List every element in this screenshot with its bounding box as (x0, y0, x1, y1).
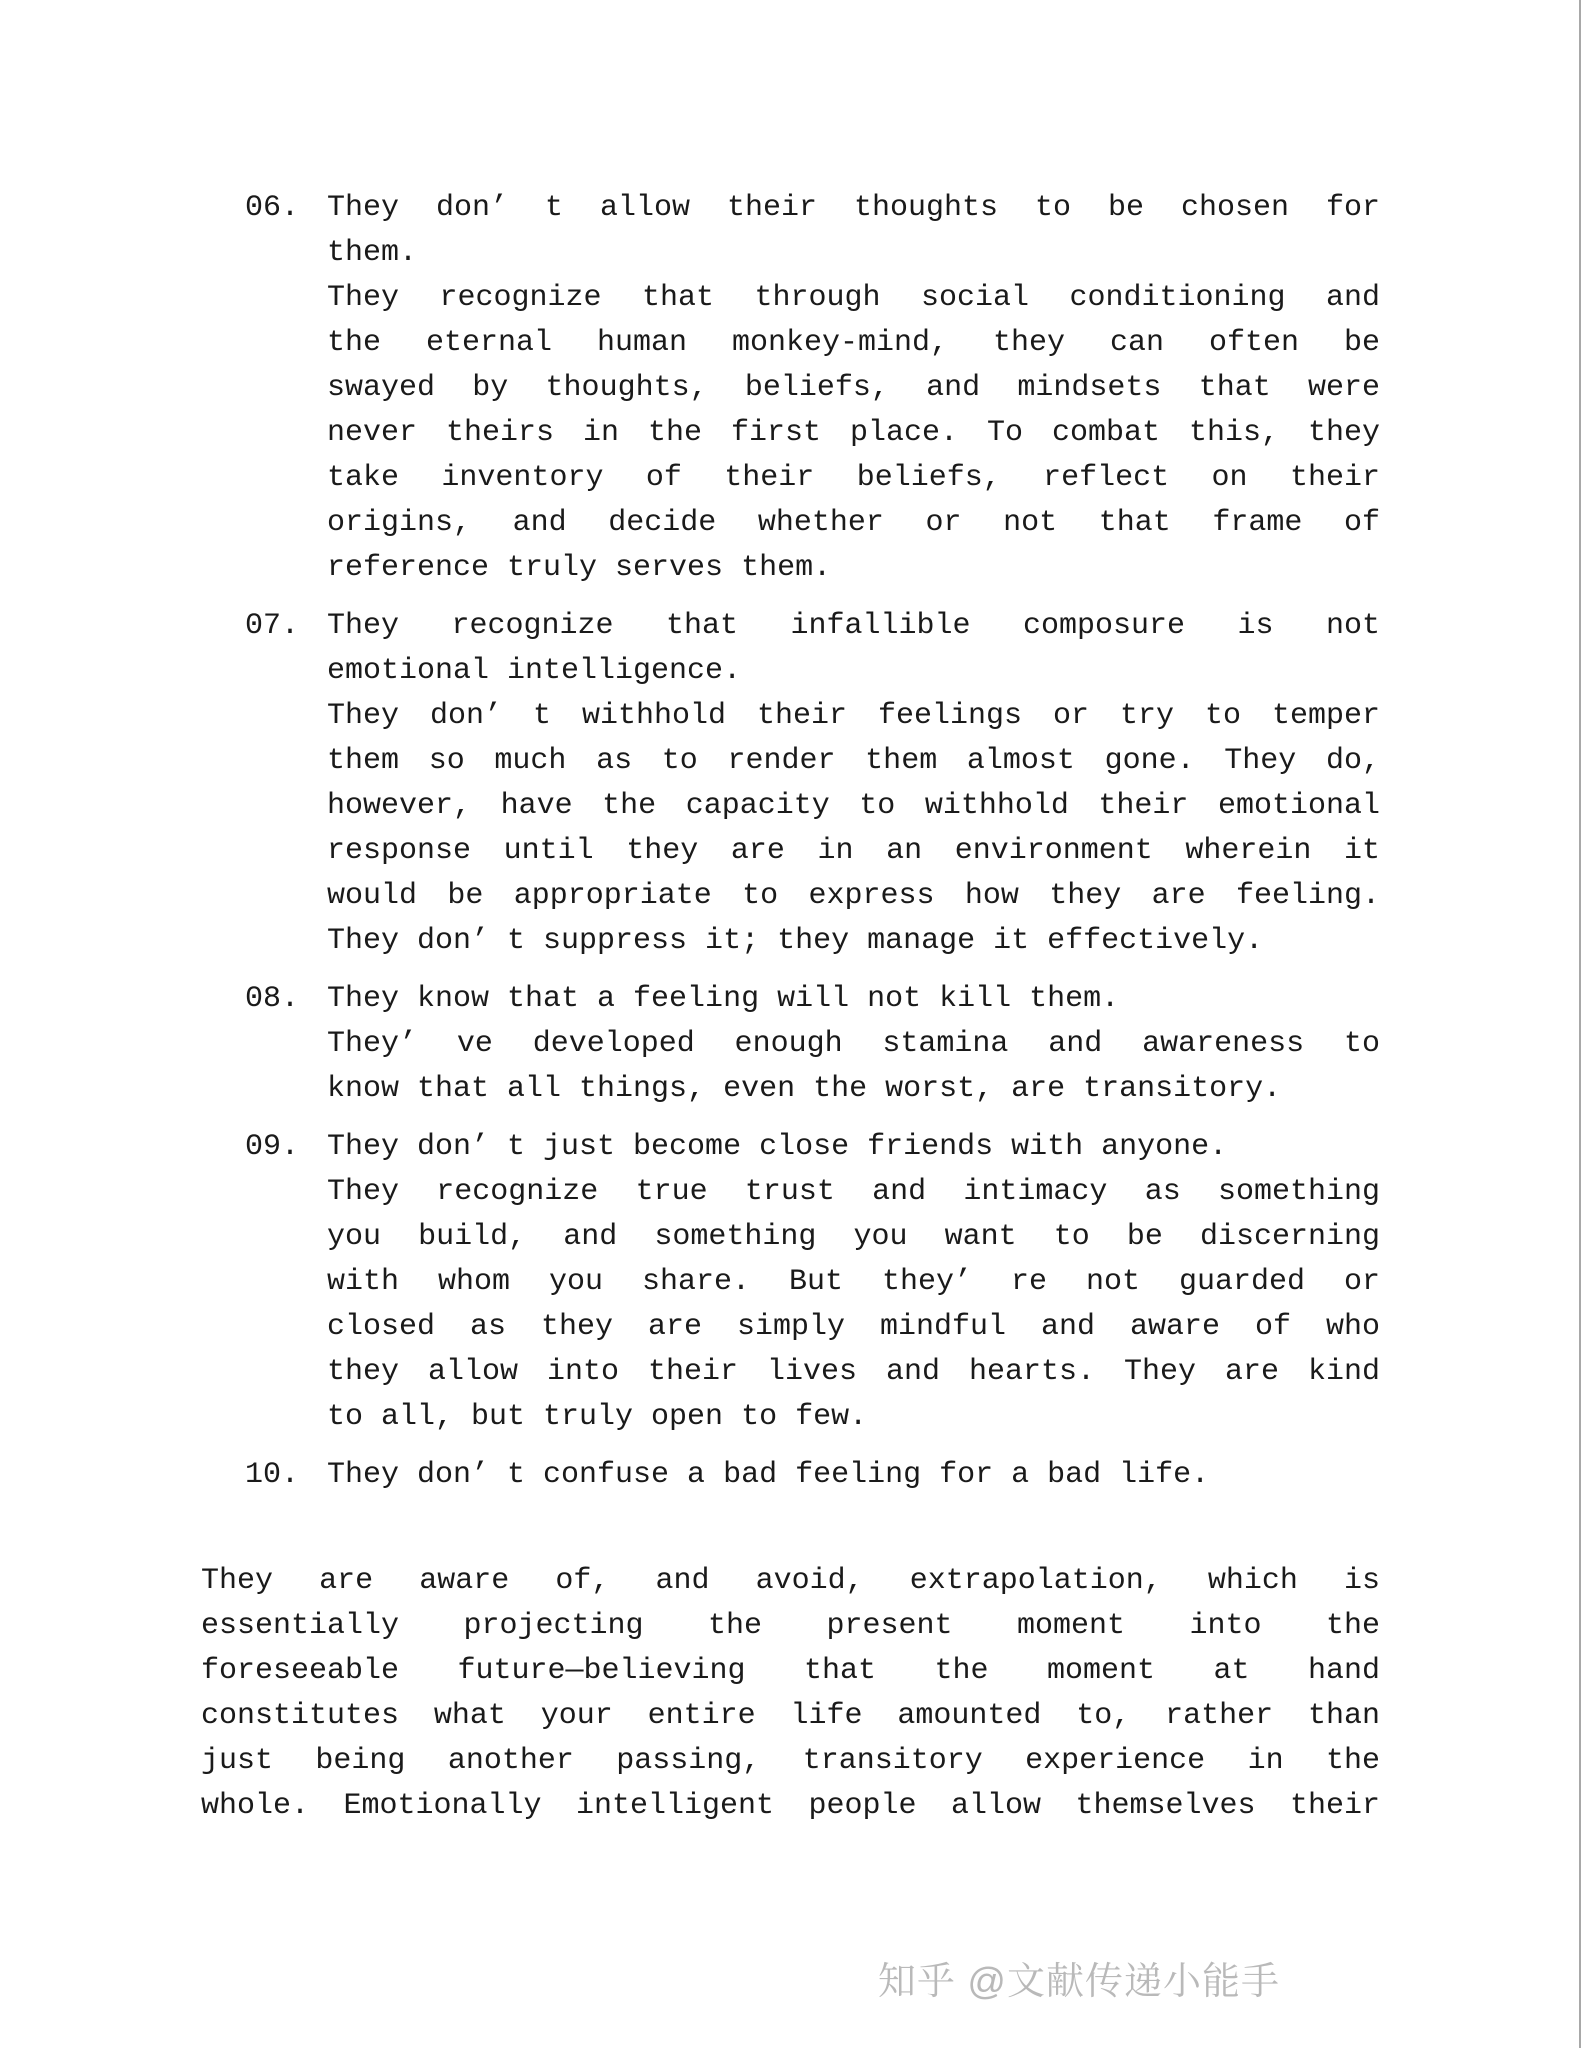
text-line: constitutes what your entire life amounted to, rather than (201, 1699, 1380, 1733)
text-line: emotional intelligence. (327, 654, 742, 688)
list-item (245, 1125, 1380, 1440)
text-line: reference truly serves them. (327, 551, 832, 585)
text-line: however, have the capacity to withhold their emotional (327, 789, 1380, 823)
text-line: the eternal human monkey-mind, they can often be (327, 326, 1380, 360)
text-line: They recognize true trust and intimacy as something (327, 1175, 1380, 1209)
text-line: They know that a feeling will not kill them. (327, 982, 1120, 1016)
list-item-lines (327, 604, 1380, 964)
list-item (245, 1453, 1380, 1498)
page-edge-line (1579, 0, 1581, 2048)
text-line: you build, and something you want to be discerning (327, 1220, 1380, 1254)
text-line: They don’ t withhold their feelings or try to temper (327, 699, 1380, 733)
list-item (245, 186, 1380, 591)
document-content (201, 186, 1380, 1829)
watermark: 知乎 @文献传递小能手 (877, 1961, 1280, 2003)
text-line: whole. Emotionally intelligent people allow themselves their (201, 1789, 1380, 1823)
list-item-lines (327, 186, 1380, 591)
text-line: They recognize that infallible composure is not (327, 609, 1380, 643)
text-line: just being another passing, transitory experience in the (201, 1744, 1380, 1778)
text-line: They’ ve developed enough stamina and awareness to (327, 1027, 1380, 1061)
list-item-number: 09. (245, 1130, 300, 1164)
text-line: response until they are in an environment wherein it (327, 834, 1380, 868)
text-line: They don’ t allow their thoughts to be chosen for (327, 191, 1380, 225)
text-line: take inventory of their beliefs, reflect on their (327, 461, 1380, 495)
list-item-number: 10. (245, 1458, 300, 1492)
text-line: never theirs in the first place. To combat this, they (327, 416, 1380, 450)
body-paragraph (201, 1559, 1380, 1829)
list-item-number: 08. (245, 982, 300, 1016)
list-item (245, 604, 1380, 964)
text-line: to all, but truly open to few. (327, 1400, 868, 1434)
text-line: They recognize that through social conditioning and (327, 281, 1380, 315)
text-line: know that all things, even the worst, are transitory. (327, 1072, 1282, 1106)
text-line: with whom you share. But they’ re not guarded or (327, 1265, 1380, 1299)
list-item-number: 06. (245, 191, 300, 225)
text-line: closed as they are simply mindful and aware of who (327, 1310, 1380, 1344)
text-line: would be appropriate to express how they are feeling. (327, 879, 1380, 913)
list-item-lines (327, 977, 1380, 1112)
text-line: foreseeable future—believing that the moment at hand (201, 1654, 1380, 1688)
list-item-lines (327, 1453, 1380, 1498)
numbered-list (201, 186, 1380, 1498)
list-item (245, 977, 1380, 1112)
text-line: They don’ t confuse a bad feeling for a bad life. (327, 1458, 1210, 1492)
text-line: them. (327, 236, 418, 270)
list-item-lines (327, 1125, 1380, 1440)
text-line: they allow into their lives and hearts. They are kind (327, 1355, 1380, 1389)
text-line: They don’ t just become close friends with anyone. (327, 1130, 1228, 1164)
text-line: origins, and decide whether or not that frame of (327, 506, 1380, 540)
text-line: essentially projecting the present moment into the (201, 1609, 1380, 1643)
text-line: swayed by thoughts, beliefs, and mindsets that were (327, 371, 1380, 405)
list-item-number: 07. (245, 609, 300, 643)
text-line: They are aware of, and avoid, extrapolation, which is (201, 1564, 1380, 1598)
text-line: They don’ t suppress it; they manage it effectively. (327, 924, 1264, 958)
text-line: them so much as to render them almost gone. They do, (327, 744, 1380, 778)
